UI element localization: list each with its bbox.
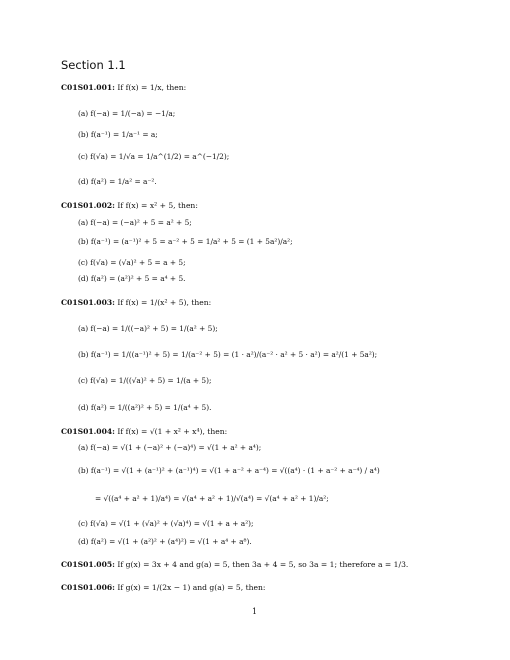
problem-label: C01S01.006: — [61, 583, 115, 592]
problem-004 — [61, 428, 227, 436]
math-line: (b) f(a⁻¹) = 1/((a⁻¹)² + 5) = 1/(a⁻² + 5) = (1 · a²)/(a⁻² · a² + 5 · a²) = a²/(1 + 5a²); — [78, 350, 378, 359]
problem-intro: If g(x) = 3x + 4 and g(a) = 5, then 3a + 4 = 5, so 3a = 1; therefore a = 1/3. — [117, 560, 409, 569]
problem-intro: If g(x) = 1/(2x − 1) and g(a) = 5, then: — [117, 583, 266, 592]
problem-003 — [61, 299, 211, 307]
math-line: (d) f(a²) = 1/((a²)² + 5) = 1/(a⁴ + 5). — [78, 403, 212, 412]
problem-intro: If f(x) = x² + 5, then: — [117, 201, 198, 210]
math-line: = √((a⁴ + a² + 1)/a⁴) = √(a⁴ + a² + 1)/√(a⁴) = √(a⁴ + a² + 1)/a²; — [95, 494, 329, 503]
math-line: (c) f(√a) = 1/((√a)² + 5) = 1/(a + 5); — [78, 376, 212, 385]
problem-002 — [61, 202, 198, 210]
math-line: (a) f(−a) = 1/(−a) = −1/a; — [78, 109, 176, 118]
problem-intro: If f(x) = 1/x, then: — [117, 83, 187, 92]
math-line: (c) f(√a) = (√a)² + 5 = a + 5; — [78, 258, 186, 267]
math-line: (b) f(a⁻¹) = 1/a⁻¹ = a; — [78, 130, 158, 139]
math-line: (a) f(−a) = √(1 + (−a)² + (−a)⁴) = √(1 + a² + a⁴); — [78, 443, 262, 452]
math-line: (c) f(√a) = √(1 + (√a)² + (√a)⁴) = √(1 + a + a²); — [78, 519, 254, 528]
math-line: (a) f(−a) = 1/((−a)² + 5) = 1/(a² + 5); — [78, 324, 218, 333]
problem-006 — [61, 584, 265, 592]
problem-label: C01S01.004: — [61, 427, 115, 436]
page-number: 1 — [252, 607, 258, 616]
problem-label: C01S01.003: — [61, 298, 115, 307]
math-line: (c) f(√a) = 1/√a = 1/a^(1/2) = a^(−1/2); — [78, 152, 230, 161]
math-line: (a) f(−a) = (−a)² + 5 = a² + 5; — [78, 218, 192, 227]
math-line: (d) f(a²) = (a²)² + 5 = a⁴ + 5. — [78, 274, 186, 283]
problem-label: C01S01.002: — [61, 201, 115, 210]
problem-005 — [61, 561, 408, 569]
section-title: Section 1.1 — [61, 58, 126, 72]
math-line: (b) f(a⁻¹) = √(1 + (a⁻¹)² + (a⁻¹)⁴) = √(1 + a⁻² + a⁻⁴) = √((a⁴) · (1 + a⁻² + a⁻⁴) / a⁴) — [78, 466, 380, 475]
problem-label: C01S01.005: — [61, 560, 115, 569]
problem-intro: If f(x) = 1/(x² + 5), then: — [117, 298, 212, 307]
problem-label: C01S01.001: — [61, 83, 115, 92]
math-line: (b) f(a⁻¹) = (a⁻¹)² + 5 = a⁻² + 5 = 1/a² + 5 = (1 + 5a²)/a²; — [78, 237, 293, 246]
math-line: (d) f(a²) = 1/a² = a⁻². — [78, 177, 157, 186]
problem-001 — [61, 84, 186, 92]
math-line: (d) f(a²) = √(1 + (a²)² + (a⁴)²) = √(1 + a⁴ + a⁸). — [78, 537, 252, 546]
problem-intro: If f(x) = √(1 + x² + x⁴), then: — [117, 427, 228, 436]
